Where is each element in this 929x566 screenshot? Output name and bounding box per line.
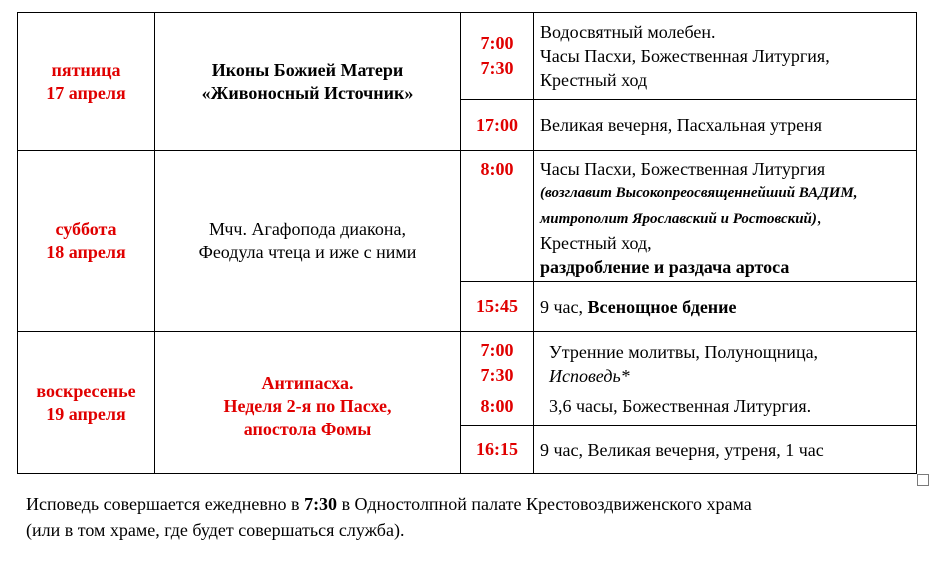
time-value: 15:45 [476, 296, 518, 316]
footer-time: 7:30 [304, 494, 338, 514]
service-line: Утренние молитвы, Полунощница, [549, 341, 819, 362]
time-value: 8:00 [480, 159, 514, 179]
service-note: (возглавит Высокопреосвященнейший ВАДИМ, [540, 185, 858, 201]
time-cell [461, 151, 534, 282]
time-value: 7:30 [480, 365, 514, 385]
footer-line [26, 491, 906, 517]
service-cell [534, 100, 917, 151]
feast-line: апостола Фомы [243, 419, 372, 439]
service-note: митрополит Ярославский и Ростовский) [540, 211, 817, 227]
time-cell [461, 13, 534, 100]
schedule-table [17, 12, 917, 474]
time-cell [461, 426, 534, 474]
time-value: 8:00 [480, 396, 514, 416]
service-line: раздробление и раздача артоса [540, 257, 790, 277]
day-name: суббота [55, 219, 117, 239]
service-cell [534, 332, 917, 426]
feast-line: «Живоносный Источник» [201, 82, 414, 103]
service-line: Великая вечерня, Пасхальная утреня [540, 115, 822, 135]
service-line: Часы Пасхи, Божественная Литургия, [540, 46, 830, 66]
time-value: 7:00 [480, 340, 514, 360]
service-note-line [540, 205, 916, 231]
time-cell [461, 332, 534, 426]
time-value: 7:30 [480, 58, 514, 78]
day-name: пятница [51, 59, 121, 80]
day-cell [18, 13, 155, 151]
time-value: 17:00 [476, 114, 518, 135]
service-line: Крестный ход, [540, 233, 652, 253]
time-cell [461, 282, 534, 332]
feast-line: Неделя 2-я по Пасхе, [223, 396, 392, 416]
service-line: 3,6 часы, Божественная Литургия. [549, 395, 812, 416]
service-line: Крестный ход [540, 70, 648, 90]
footer-text: в Одностолпной палате Крестовоздвиженского храма [337, 494, 752, 514]
table-row [18, 151, 917, 282]
service-line: 9 час, [540, 296, 588, 317]
feast-cell [155, 332, 461, 474]
time-cell [461, 100, 534, 151]
time-value: 7:00 [480, 33, 514, 53]
day-cell [18, 332, 155, 474]
time-value: 16:15 [476, 439, 518, 459]
service-cell [534, 151, 917, 282]
feast-line: Антипасха. [261, 373, 354, 393]
feast-line: Феодула чтеца и иже с ними [198, 242, 417, 262]
service-note-tail: , [816, 207, 822, 227]
feast-cell [155, 151, 461, 332]
feast-line: Мчч. Агафопода диакона, [209, 219, 406, 239]
service-cell [534, 282, 917, 332]
service-line: 9 час, Великая вечерня, утреня, 1 час [540, 439, 824, 460]
day-date: 18 апреля [46, 242, 126, 262]
service-line: Водосвятный молебен. [540, 22, 716, 42]
service-line: Часы Пасхи, Божественная Литургия [540, 159, 826, 179]
table-row [18, 332, 917, 426]
day-date: 19 апреля [46, 403, 126, 424]
footer-note [26, 491, 906, 543]
service-cell [534, 13, 917, 100]
day-cell [18, 151, 155, 332]
table-resize-handle[interactable] [917, 474, 929, 486]
footer-line: (или в том храме, где будет совершаться служба). [26, 520, 405, 540]
day-name: воскресенье [36, 380, 136, 401]
service-cell [534, 426, 917, 474]
table-row [18, 13, 917, 100]
service-line: Исповедь* [549, 365, 630, 386]
footer-text: Исповедь совершается ежедневно в [26, 494, 305, 514]
day-date: 17 апреля [46, 82, 126, 103]
feast-line: Иконы Божией Матери [211, 59, 404, 80]
feast-cell [155, 13, 461, 151]
service-line-bold: Всенощное бдение [587, 296, 737, 317]
